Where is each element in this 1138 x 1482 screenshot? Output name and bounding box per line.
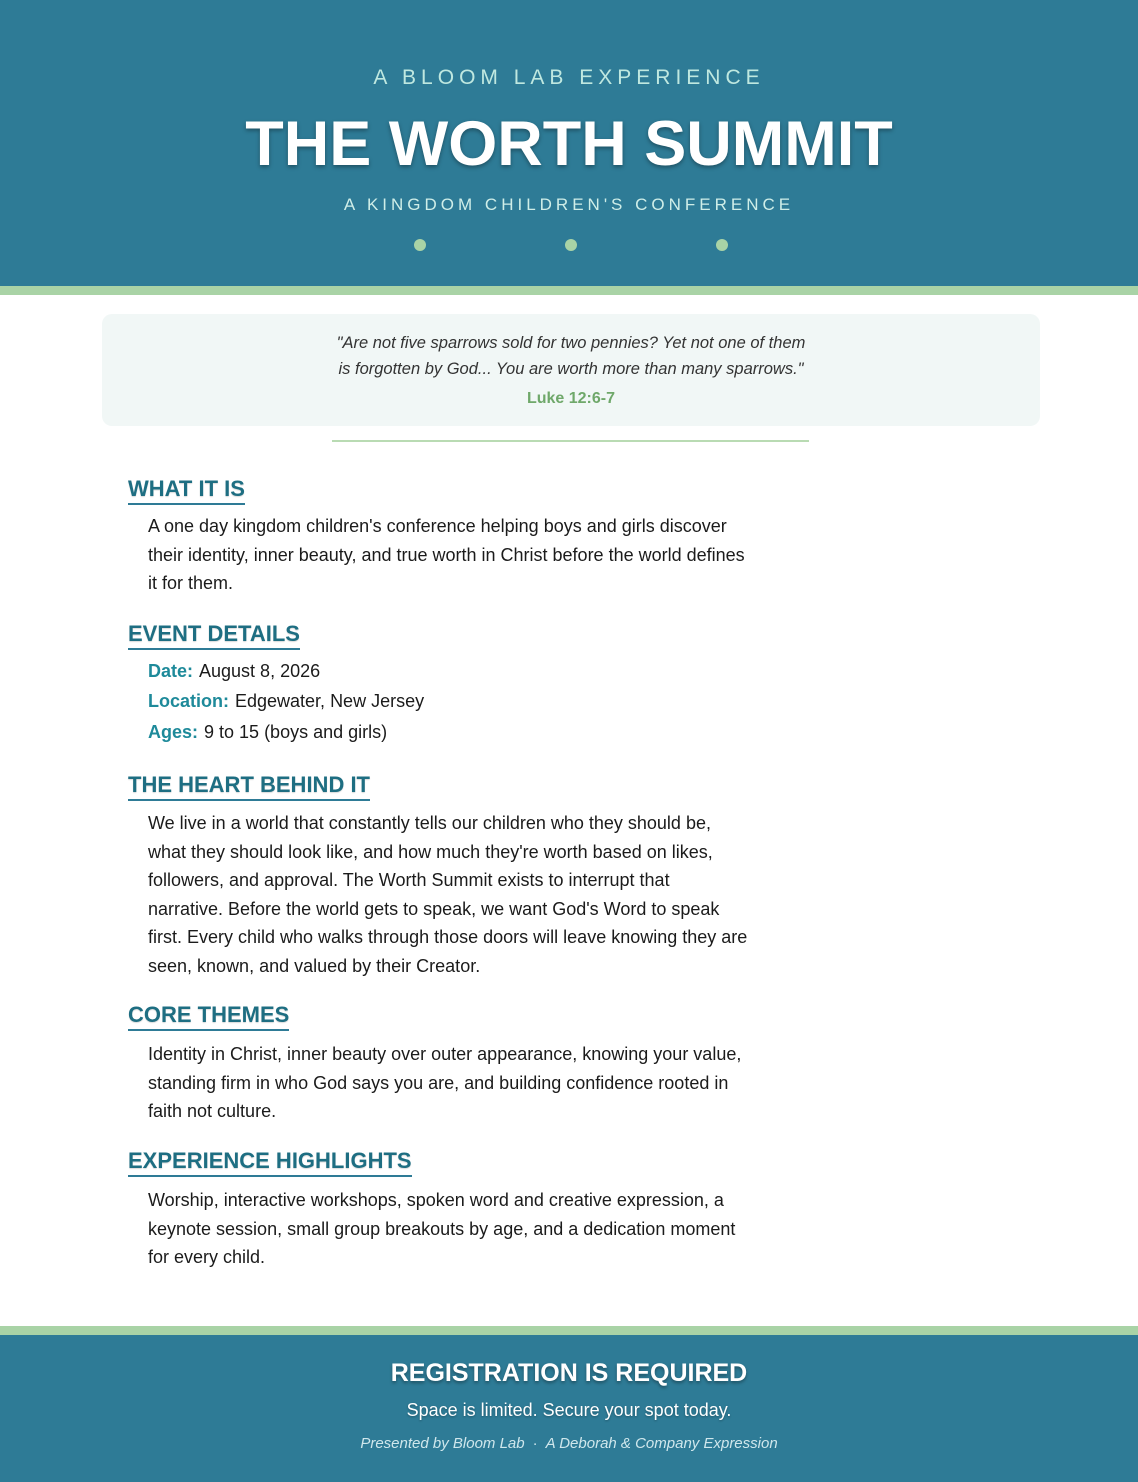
footer-credit <box>0 1435 1138 1452</box>
credit-presenter: Presented by Bloom Lab <box>360 1435 525 1452</box>
event-ages-label: Ages: <box>148 722 199 742</box>
scripture-quote-line: "Are not five sparrows sold for two pennies? Yet not one of them <box>336 334 806 352</box>
credit-separator: · <box>532 1435 538 1452</box>
registration-heading: REGISTRATION IS REQUIRED <box>390 1359 748 1387</box>
section-body-what-it-is: A one day kingdom children's conference helping boys and girls discover their identity, inner beauty, and true worth in Christ before the world defines it for them. <box>148 516 745 593</box>
scripture-quote-line: is forgotten by God... You are worth more than many sparrows." <box>338 360 804 378</box>
event-ages-value: 9 to 15 (boys and girls) <box>204 722 388 742</box>
event-location-label: Location: <box>148 691 229 711</box>
event-date-row <box>148 661 320 682</box>
section-body-core-themes: Identity in Christ, inner beauty over outer appearance, knowing your value, standing firm in who God says you are, and building confidence rooted in faith not culture. <box>148 1044 742 1121</box>
header-subtitle: A KINGDOM CHILDREN'S CONFERENCE <box>343 195 795 214</box>
scripture-reference: Luke 12:6-7 <box>526 390 616 407</box>
event-location-row <box>148 691 424 712</box>
decorative-dot <box>716 239 728 251</box>
footer-banner <box>0 1335 1138 1482</box>
footer-divider-stripe <box>0 1326 1138 1335</box>
decorative-dot <box>414 239 426 251</box>
page-title: THE WORTH SUMMIT <box>245 109 893 179</box>
event-date-value: August 8, 2026 <box>199 661 321 681</box>
section-heading-highlights: EXPERIENCE HIGHLIGHTS <box>128 1148 412 1177</box>
section-body-heart: We live in a world that constantly tells our children who they should be, what they should look like, and how much they're worth based on likes, followers, and approval. The Worth Summit exists to interrupt that narrative. Before the world gets to speak, we want God's Word to speak first. Every child who walks through those doors will leave knowing they are seen, known, and valued by their Creator. <box>148 813 748 976</box>
event-location-value: Edgewater, New Jersey <box>235 691 425 711</box>
scripture-quote-box <box>102 314 1040 426</box>
decorative-dot <box>565 239 577 251</box>
scripture-quote <box>102 330 1040 382</box>
header-divider-stripe <box>0 286 1138 295</box>
section-heading-what-it-is: WHAT IT IS <box>128 476 245 505</box>
section-divider <box>332 440 809 442</box>
event-ages-row <box>148 722 387 743</box>
section-heading-event-details: EVENT DETAILS <box>128 621 300 650</box>
section-heading-core-themes: CORE THEMES <box>128 1002 289 1031</box>
header-banner <box>0 0 1138 286</box>
header-kicker: A BLOOM LAB EXPERIENCE <box>373 66 765 89</box>
event-date-label: Date: <box>148 661 194 681</box>
registration-subtext: Space is limited. Secure your spot today. <box>406 1400 732 1420</box>
section-body-highlights: Worship, interactive workshops, spoken word and creative expression, a keynote session, small group breakouts by age, and a dedication moment for every child. <box>148 1190 736 1267</box>
section-heading-heart: THE HEART BEHIND IT <box>128 772 370 801</box>
credit-expression: A Deborah & Company Expression <box>545 1435 778 1452</box>
